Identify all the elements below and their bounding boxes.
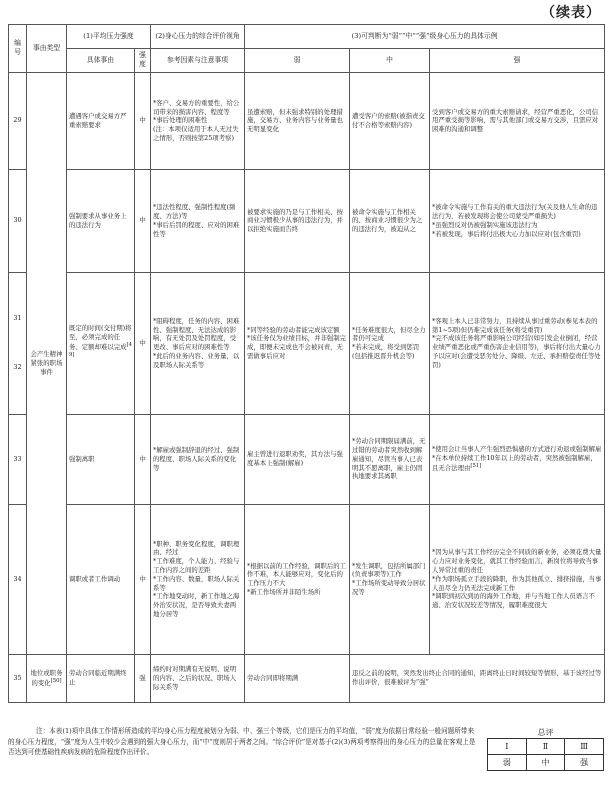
specific-event: 遭遇客户或交易方严重索赔要求: [67, 72, 135, 169]
header-avg: (1)平均压力强度: [67, 25, 151, 49]
summary-level: Ⅲ: [565, 739, 604, 755]
table-row: [9, 72, 605, 169]
summary-level: Ⅰ: [488, 739, 527, 755]
reference-factors: *客户、交易方的重要性，给公司带来的损害内容、程度等 *事后处理的困难性 (注：本项仅适用于本人无过失之情形，否则按第25项考察): [151, 72, 245, 169]
specific-event: 劳动合同临近期满终止: [67, 654, 135, 702]
summary-label: 弱: [488, 755, 527, 771]
row-number: 32: [13, 363, 22, 372]
table-row: [9, 654, 605, 702]
intensity: 中: [135, 72, 151, 169]
header-event-type: 事由类型: [27, 25, 67, 73]
intensity: 中: [135, 414, 151, 504]
row-number: 30: [9, 169, 27, 272]
table-note: 注：本表(1)项中具体工作情形所造成的平均身心压力程度被划分为弱、中、强三个等级，它们是压力的平均值，“弱”度为依据日常经验一般问题所带来的身心压力程度，“强”度为人生中较少会遇到的强大身心压力，而“中”度则居于两者之间。“综合评价”是对基于(2)(3)两项考察得出的身心压力的总量在客观上是否达到可使基础性疾病发病的危险程度作出评价。: [8, 727, 476, 757]
table-row: [9, 272, 605, 414]
weak-example: *根据以前的工作经验，调职后的工作不难，本人能够应对，变化后的工作压力不大 *新工作场所并非陌生场所: [245, 504, 350, 654]
table-row: [9, 169, 605, 272]
table-row: [9, 414, 605, 504]
weak-example: 雇主曾进行退职劝奖，其方法与强度基本上强制(解雇): [245, 414, 350, 504]
strong-example: [430, 414, 605, 504]
row-number-pair: [9, 272, 27, 414]
intensity: 中: [135, 169, 151, 272]
strong-example: *客观上本人已非常努力，且持续从事过重劳动(参见本表的第1~5项)但仍难完成该任务(将受重罚) *完不成该任务将严重影响公司经营(如引发企业倒闭，经营业绩严重恶化或严重伤害企业信用等)，事后将付出大量心力予以应对(会遭受恶劣处分、降级、左迁、承担赔偿责任等处罚): [430, 272, 605, 414]
event-type-label: 会产生精神紧张的职场事件: [30, 350, 63, 376]
medium-example: 遭受客户的索赔(被指责交付不合格等索赔内容): [350, 72, 430, 169]
summary-level: Ⅱ: [526, 739, 565, 755]
weak-example: *同等经验的劳动者能完成该定额 *该任务仅为业绩目标，并非强制完成，即便未完成也不会被问责，无需做事后应对: [245, 272, 350, 414]
intensity: 强: [135, 654, 151, 702]
header-strong: 强: [430, 49, 605, 73]
reference-factors: *解雇或强制辞退的经过、强制的程度、职场人际关系的变化等: [151, 414, 245, 504]
summary-table: [487, 738, 604, 771]
intensity: 中: [135, 504, 151, 654]
specific-event: 强制离职: [67, 414, 135, 504]
specific-event-text: 既定的时间(交付期)将至，必须完成的任务、定额却难以完成: [69, 324, 132, 352]
footnote-ref: [51]: [470, 463, 482, 470]
strong-example: 受到客户或交易方的重大索赔请求，经营严重恶化，公司信用严重受损等影响，需与其他部门或交易方交涉，且需应对困难的沟通和调整: [430, 72, 605, 169]
specific-event: [67, 272, 135, 414]
table-row: [9, 504, 605, 654]
reference-factors: *阻碍程度，任务的内容、困难性、强制程度、无法达成的影响，有无处罚及处罚程度，受更改、事后应对的困难性等 *此后的业务内容、业务量，以及职场人际关系等: [151, 272, 245, 414]
reference-factors: 缔约时对期满有无说明、说明的内容、之后的状况、职场人际关系等: [151, 654, 245, 702]
strong-example-text: *使用会让当事人产生强烈恐惧感的方式进行劝退或强制解雇 *在本单位持续工作10年以上的劳动者，突然被强制解雇，且无合法理由: [432, 445, 602, 473]
summary-label: 强: [565, 755, 604, 771]
footnote-ref: [49]: [69, 342, 132, 359]
event-type-cell-2: [27, 654, 67, 702]
reference-factors: *违法性程度、强制性程度(频度、方法)等 *事后后罚的程度、应对的困难性等: [151, 169, 245, 272]
strong-example: *被命令实施与工作有关的重大违法行为(关及他人生命的违法行为，若被发现将会使公司蒙受严重损失) *虽强烈反对仍被强制实施该违法行为 *若被发现，事后将付出极大心力加以应对(包含重罚): [430, 169, 605, 272]
specific-event: 调职或者工作调动: [67, 504, 135, 654]
footnote-ref: [50]: [50, 677, 62, 684]
strong-example: *因为从事与其工作经历完全不同质的新业务，必须花费大量心力应对业务变化，就其工作经验而言，新岗位将导致当事人异常过重的责任 *作为职场孤立手段的降职，作为其他孤立、排挤措施，当事人虽尽全力仍无法完成新工作 *调职到初次到访的海外工作地，并与当地工作人员语言不通、治安状况较差等情况，履职难度很大: [430, 504, 605, 654]
weak-example: 劳动合同即将期满: [245, 654, 350, 702]
header-reference: 参考因素与注意事项: [151, 49, 245, 73]
weak-example: 虽遭索赔，但未强求特别的处理措施，交易方、业务内容与业务量也无明显变化: [245, 72, 350, 169]
medium-example: 被命令实施与工作相关的、按商业习惯很少为之的违法行为，被迫从之: [350, 169, 430, 272]
pressure-table: [8, 24, 605, 703]
row-number: 34: [9, 504, 27, 654]
row-number: 31: [13, 314, 22, 323]
event-type-cell: [27, 72, 67, 654]
intensity: 中: [135, 272, 151, 414]
row-number: 33: [9, 414, 27, 504]
weak-example: 被要求实施的乃是与工作相关、按商业习惯极少从事的违法行为，并以拒绝实施而告终: [245, 169, 350, 272]
reference-factors: *职种、职务变化程度，调职理由、经过 *工作难度，个人能力、经验与工作内容之间的差距 *工作内容、数量，职场人际关系等 *工作地变动时，新工作地之海外治安状况，是否导致夫妻两地分居等: [151, 504, 245, 654]
header-intensity: 强度: [135, 49, 151, 73]
header-no: 编号: [9, 25, 27, 73]
header-specific-event: 具体事由: [67, 49, 135, 73]
continued-label: （续表）: [541, 5, 601, 21]
header-medium: 中: [350, 49, 430, 73]
event-type-label: 地位或职务的变化: [30, 668, 63, 687]
row-number: 29: [9, 72, 27, 169]
medium-example: *任务难度很大，但尽全力者仍可完成 *若未完成，将受到惩罚(包括推迟晋升机会等): [350, 272, 430, 414]
summary-label: 中: [526, 755, 565, 771]
header-comprehensive: (2)身心压力的综合评价视角: [151, 25, 245, 49]
specific-event: 强制要求从事业务上的违法行为: [67, 169, 135, 272]
header-weak: 弱: [245, 49, 350, 73]
medium-example: *发生调职，包括所属部门(负责事项等)工作 *工作场所变动导致分居状况等: [350, 504, 430, 654]
header-examples: (3)可判断为“弱”“中”“强”级身心压力的具体示例: [245, 25, 605, 49]
row-number: 35: [9, 654, 27, 702]
medium-strong-example: 违反之前的说明，突然发出终止合同的通知，距离终止日时间较短等情形，基于该经过等作出评价，很难被评为“强”: [350, 654, 605, 702]
medium-example: *劳动合同期限届满前，无过错的劳动者突然收到解雇通知，尽管当事人已表明其不愿离职，雇主仍固执地要求其离职: [350, 414, 430, 504]
summary-title: 总评: [537, 728, 554, 737]
